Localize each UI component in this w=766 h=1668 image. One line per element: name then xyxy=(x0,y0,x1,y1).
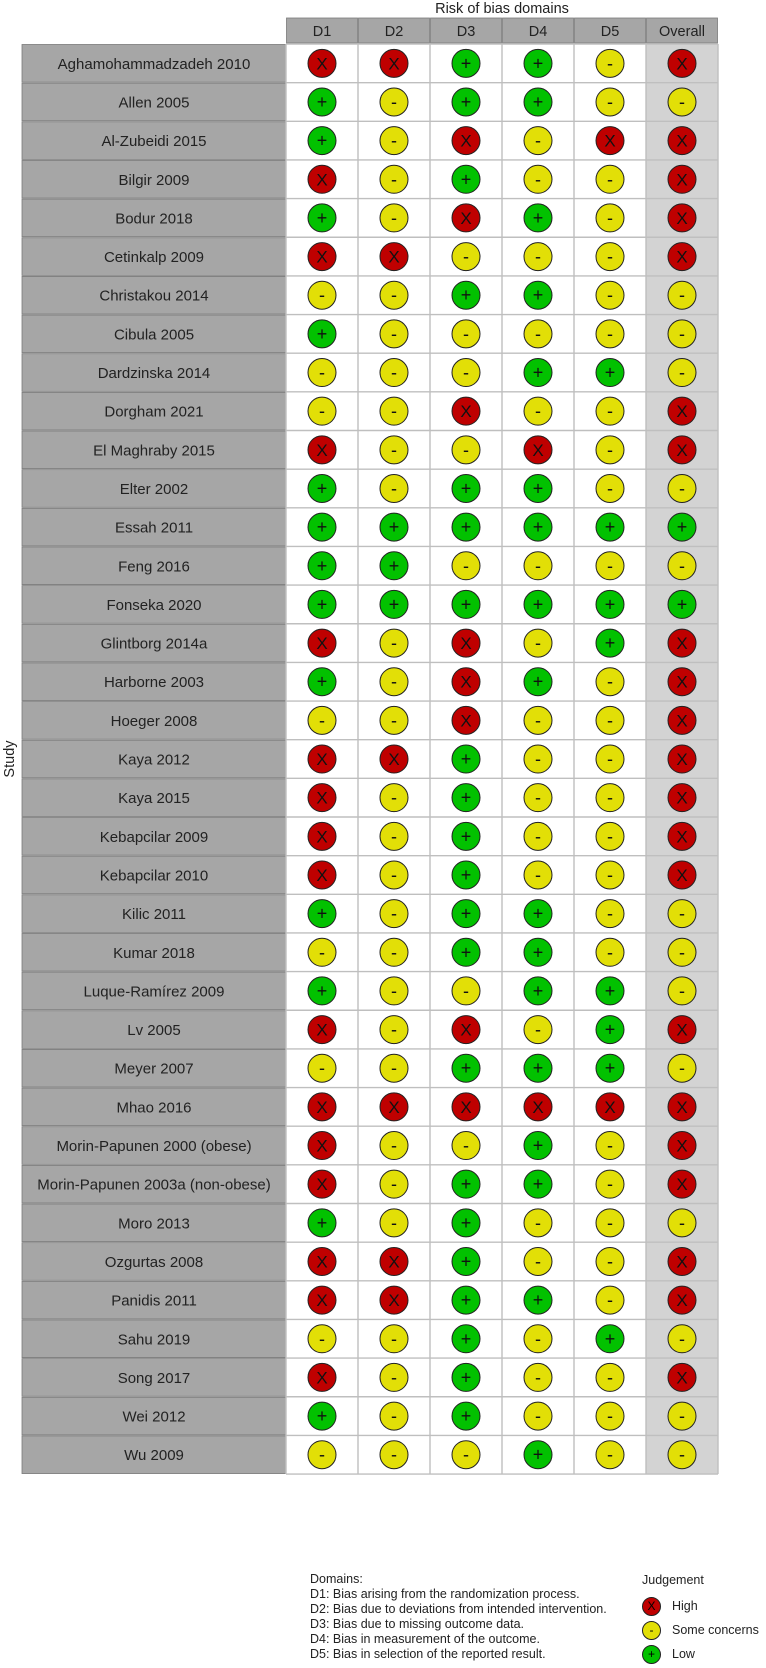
rating-some-symbol: - xyxy=(607,749,613,770)
rating-some-symbol: - xyxy=(535,323,541,344)
rating-high-symbol: X xyxy=(460,672,472,692)
rating-some-symbol: - xyxy=(679,1328,685,1349)
rating-high-symbol: X xyxy=(460,208,472,228)
rating-low-symbol: + xyxy=(604,517,616,538)
rating-some-symbol: - xyxy=(607,91,613,112)
rating-low-symbol: + xyxy=(316,1212,328,1233)
rating-some-symbol: - xyxy=(607,285,613,306)
rating-some-symbol: - xyxy=(391,1135,397,1156)
rating-high-symbol: X xyxy=(604,1097,616,1117)
rating-some-symbol: - xyxy=(607,864,613,885)
rating-high-symbol: X xyxy=(388,247,400,267)
study-label: Kebapcilar 2009 xyxy=(99,828,209,846)
rating-high-symbol: X xyxy=(316,440,328,460)
rating-some-symbol: - xyxy=(535,1328,541,1349)
rating-some-symbol: - xyxy=(391,91,397,112)
rating-high-symbol: X xyxy=(460,711,472,731)
rating-high-symbol: X xyxy=(676,131,688,151)
study-label: Fonseka 2020 xyxy=(106,596,202,614)
rating-low-symbol: + xyxy=(604,633,616,654)
rating-low-symbol: + xyxy=(460,1367,472,1388)
rating-high-symbol: X xyxy=(532,440,544,460)
rating-some-symbol: - xyxy=(607,323,613,344)
rating-low-symbol: + xyxy=(604,594,616,615)
rating-some-symbol: - xyxy=(391,787,397,808)
study-label: Bilgir 2009 xyxy=(118,171,190,189)
rating-high-symbol: X xyxy=(460,1020,472,1040)
rating-high-symbol: X xyxy=(316,1097,328,1117)
rating-high-symbol: X xyxy=(316,170,328,190)
rating-high-symbol: X xyxy=(316,54,328,74)
rating-high-symbol: X xyxy=(676,247,688,267)
rating-low-symbol: + xyxy=(460,1290,472,1311)
rating-some-symbol: - xyxy=(607,710,613,731)
study-label: Dardzinska 2014 xyxy=(97,365,211,383)
study-label: Kebapcilar 2010 xyxy=(99,867,209,885)
rating-some-symbol: - xyxy=(391,942,397,963)
rating-some-symbol: - xyxy=(535,1251,541,1272)
study-label: Mhao 2016 xyxy=(116,1099,192,1117)
study-label: Ozgurtas 2008 xyxy=(104,1253,204,1271)
rating-some-symbol: - xyxy=(463,980,469,1001)
rating-low-symbol: + xyxy=(460,1328,472,1349)
rating-some-symbol: - xyxy=(391,285,397,306)
rating-some-symbol: - xyxy=(391,671,397,692)
rating-high-symbol: X xyxy=(316,788,328,808)
rating-low-symbol: + xyxy=(316,671,328,692)
rating-high-symbol: X xyxy=(676,1368,688,1388)
y-axis-label: Study xyxy=(2,740,18,778)
rating-low-symbol: + xyxy=(460,517,472,538)
rating-low-symbol: + xyxy=(460,826,472,847)
domains-legend-title: Domains: xyxy=(310,1572,363,1586)
rating-some-symbol: - xyxy=(679,478,685,499)
rating-some-symbol: - xyxy=(391,826,397,847)
judgement-label-high: High xyxy=(672,1599,698,1613)
study-label: Aghamohammadzadeh 2010 xyxy=(57,55,251,73)
rating-low-symbol: + xyxy=(604,1058,616,1079)
rating-some-symbol: - xyxy=(391,169,397,190)
column-header-d2: D2 xyxy=(384,24,404,40)
rating-some-symbol: - xyxy=(535,555,541,576)
study-label: Hoeger 2008 xyxy=(110,712,198,730)
rating-high-symbol: X xyxy=(676,711,688,731)
rating-some-symbol: - xyxy=(319,1058,325,1079)
rating-low-symbol: + xyxy=(460,942,472,963)
rating-low-symbol: + xyxy=(604,362,616,383)
rating-high-symbol: X xyxy=(316,634,328,654)
column-header-d1: D1 xyxy=(312,24,332,40)
rating-some-symbol: - xyxy=(391,710,397,731)
rating-some-symbol: - xyxy=(607,1251,613,1272)
rating-some-symbol: - xyxy=(391,1406,397,1427)
rating-some-symbol: - xyxy=(607,942,613,963)
rating-some-symbol: - xyxy=(535,787,541,808)
rating-low-symbol: + xyxy=(532,671,544,692)
rating-some-symbol: - xyxy=(535,864,541,885)
rating-low-symbol: + xyxy=(316,207,328,228)
rating-some-symbol: - xyxy=(679,91,685,112)
study-label: Al-Zubeidi 2015 xyxy=(101,133,207,151)
study-label: Panidis 2011 xyxy=(111,1292,197,1310)
rating-low-symbol: + xyxy=(460,1406,472,1427)
rating-high-symbol: X xyxy=(316,1291,328,1311)
rating-low-symbol: + xyxy=(316,555,328,576)
rating-low-symbol: + xyxy=(460,285,472,306)
rating-high-symbol: X xyxy=(676,1291,688,1311)
rating-some-symbol: - xyxy=(679,1212,685,1233)
rating-low-symbol: + xyxy=(604,1328,616,1349)
rating-some-symbol: - xyxy=(535,633,541,654)
rating-low-symbol: + xyxy=(460,903,472,924)
rating-high-symbol: X xyxy=(316,1252,328,1272)
rating-low-symbol: + xyxy=(532,478,544,499)
rating-low-symbol: + xyxy=(316,130,328,151)
rating-low-symbol: + xyxy=(460,169,472,190)
rating-low-symbol: + xyxy=(388,517,400,538)
rating-some-symbol: - xyxy=(679,285,685,306)
rating-some-symbol: - xyxy=(391,323,397,344)
study-label: Bodur 2018 xyxy=(115,210,193,228)
rating-low-symbol: + xyxy=(316,980,328,1001)
domain-d3-description: D3: Bias due to missing outcome data. xyxy=(310,1617,525,1631)
column-header-d5: D5 xyxy=(600,24,620,40)
rating-some-symbol: - xyxy=(391,1367,397,1388)
rating-high-symbol: X xyxy=(676,1020,688,1040)
rating-high-symbol: X xyxy=(676,634,688,654)
rating-low-symbol: + xyxy=(460,594,472,615)
study-label: Kumar 2018 xyxy=(113,944,195,962)
rating-some-symbol: - xyxy=(607,1174,613,1195)
rating-low-symbol: + xyxy=(460,1174,472,1195)
rating-some-symbol: - xyxy=(607,671,613,692)
rating-low-symbol: + xyxy=(460,91,472,112)
rating-high-symbol: X xyxy=(676,750,688,770)
rating-high-symbol: X xyxy=(388,54,400,74)
rating-high-symbol: X xyxy=(316,1368,328,1388)
rating-high-symbol: X xyxy=(388,1291,400,1311)
rating-high-symbol: X xyxy=(460,1097,472,1117)
rating-some-symbol: - xyxy=(463,323,469,344)
rating-some-symbol: - xyxy=(535,749,541,770)
rating-high-symbol: X xyxy=(316,1020,328,1040)
domain-d4-description: D4: Bias in measurement of the outcome. xyxy=(310,1632,540,1646)
rating-some-symbol: - xyxy=(679,1444,685,1465)
study-label: Sahu 2019 xyxy=(117,1331,191,1349)
rating-some-symbol: - xyxy=(607,787,613,808)
rating-some-symbol: - xyxy=(319,1328,325,1349)
rating-high-symbol: X xyxy=(460,634,472,654)
rating-some-symbol: - xyxy=(607,1367,613,1388)
study-label: Cetinkalp 2009 xyxy=(103,249,205,267)
rating-some-symbol: - xyxy=(535,826,541,847)
rating-some-symbol: - xyxy=(607,1290,613,1311)
chart-title: Risk of bias domains xyxy=(435,1,569,17)
rating-high-symbol: X xyxy=(676,672,688,692)
rating-high-symbol: X xyxy=(676,1175,688,1195)
rating-high-symbol: X xyxy=(676,1252,688,1272)
rating-some-symbol: - xyxy=(607,246,613,267)
rating-some-symbol: - xyxy=(319,401,325,422)
rating-low-symbol: + xyxy=(316,517,328,538)
rating-high-symbol: X xyxy=(676,54,688,74)
study-label: Dorgham 2021 xyxy=(104,403,204,421)
study-label: Luque-Ramírez 2009 xyxy=(83,983,225,1001)
rating-high-symbol: X xyxy=(316,1136,328,1156)
rating-high-symbol: X xyxy=(676,865,688,885)
rating-low-symbol: + xyxy=(532,1058,544,1079)
rating-some-symbol: - xyxy=(535,246,541,267)
rating-some-symbol: - xyxy=(607,903,613,924)
rating-some-symbol: - xyxy=(607,555,613,576)
rating-high-symbol: X xyxy=(388,1252,400,1272)
judgement-legend-title: Judgement xyxy=(642,1573,704,1587)
rating-high-symbol: X xyxy=(316,750,328,770)
rating-high-symbol: X xyxy=(388,750,400,770)
rating-some-symbol: - xyxy=(607,1135,613,1156)
rating-some-symbol: - xyxy=(391,1444,397,1465)
rating-some-symbol: - xyxy=(391,362,397,383)
rating-some-symbol: - xyxy=(535,1406,541,1427)
rating-some-symbol: - xyxy=(679,323,685,344)
rating-some-symbol: - xyxy=(679,362,685,383)
rating-some-symbol: - xyxy=(607,1444,613,1465)
rating-low-symbol: + xyxy=(532,1174,544,1195)
rating-low-symbol: + xyxy=(532,1290,544,1311)
domains-legend xyxy=(310,1572,607,1662)
rating-high-symbol: X xyxy=(460,131,472,151)
rating-low-symbol: + xyxy=(316,1406,328,1427)
rating-low-symbol: + xyxy=(388,555,400,576)
study-label: Allen 2005 xyxy=(118,94,190,112)
study-label: Morin-Papunen 2003a (non-obese) xyxy=(37,1176,271,1194)
rating-some-symbol: - xyxy=(679,903,685,924)
rating-low-symbol: + xyxy=(532,91,544,112)
rating-some-symbol: - xyxy=(679,942,685,963)
domain-d2-description: D2: Bias due to deviations from intended intervention. xyxy=(310,1602,607,1616)
rating-some-symbol: - xyxy=(607,478,613,499)
rating-low-symbol: + xyxy=(532,942,544,963)
rating-some-symbol: - xyxy=(607,439,613,460)
column-header-d3: D3 xyxy=(456,24,476,40)
study-label: Elter 2002 xyxy=(119,480,189,498)
study-label: Moro 2013 xyxy=(118,1215,190,1233)
rating-some-symbol: - xyxy=(535,169,541,190)
judgement-label-some: Some concerns xyxy=(672,1623,759,1637)
rating-some-symbol: - xyxy=(463,439,469,460)
study-label: Essah 2011 xyxy=(114,519,194,537)
rating-high-symbol: X xyxy=(316,865,328,885)
rating-some-symbol: - xyxy=(463,1444,469,1465)
rating-low-symbol: + xyxy=(460,749,472,770)
rating-some-symbol: - xyxy=(391,1212,397,1233)
rating-low-symbol: + xyxy=(604,1019,616,1040)
rating-low-symbol: + xyxy=(532,362,544,383)
rating-high-symbol: X xyxy=(676,440,688,460)
low-risk-icon: + xyxy=(642,1645,661,1664)
rating-some-symbol: - xyxy=(391,478,397,499)
rating-some-symbol: - xyxy=(319,285,325,306)
rating-low-symbol: + xyxy=(460,1212,472,1233)
rating-some-symbol: - xyxy=(535,1019,541,1040)
study-label: Harborne 2003 xyxy=(103,674,205,692)
rating-low-symbol: + xyxy=(676,517,688,538)
study-label: Kaya 2012 xyxy=(118,751,190,769)
rating-low-symbol: + xyxy=(316,903,328,924)
study-label: Feng 2016 xyxy=(118,558,190,576)
rating-some-symbol: - xyxy=(679,1058,685,1079)
rating-low-symbol: + xyxy=(460,478,472,499)
rating-low-symbol: + xyxy=(316,478,328,499)
rating-high-symbol: X xyxy=(532,1097,544,1117)
rating-low-symbol: + xyxy=(460,53,472,74)
high-risk-icon: X xyxy=(642,1597,661,1616)
rating-high-symbol: X xyxy=(676,788,688,808)
rating-low-symbol: + xyxy=(532,980,544,1001)
study-label: Cibula 2005 xyxy=(113,326,195,344)
study-label: Meyer 2007 xyxy=(114,1060,194,1078)
study-label: El Maghraby 2015 xyxy=(93,442,215,460)
rating-low-symbol: + xyxy=(460,1058,472,1079)
rating-some-symbol: - xyxy=(607,826,613,847)
rating-low-symbol: + xyxy=(316,594,328,615)
rating-high-symbol: X xyxy=(676,827,688,847)
rating-high-symbol: X xyxy=(604,131,616,151)
rating-some-symbol: - xyxy=(391,633,397,654)
rating-some-symbol: - xyxy=(319,362,325,383)
rating-some-symbol: - xyxy=(535,1367,541,1388)
some-concerns-icon: - xyxy=(642,1621,661,1640)
rating-some-symbol: - xyxy=(391,1058,397,1079)
rating-some-symbol: - xyxy=(463,1135,469,1156)
rating-low-symbol: + xyxy=(532,285,544,306)
rating-high-symbol: X xyxy=(676,170,688,190)
rating-some-symbol: - xyxy=(607,1212,613,1233)
rating-some-symbol: - xyxy=(607,207,613,228)
rating-some-symbol: - xyxy=(391,401,397,422)
rating-some-symbol: - xyxy=(391,130,397,151)
rating-some-symbol: - xyxy=(679,555,685,576)
rating-some-symbol: - xyxy=(607,401,613,422)
rating-some-symbol: - xyxy=(319,942,325,963)
rating-low-symbol: + xyxy=(532,517,544,538)
rating-high-symbol: X xyxy=(460,402,472,422)
rating-high-symbol: X xyxy=(676,1097,688,1117)
rating-some-symbol: - xyxy=(535,710,541,731)
rating-low-symbol: + xyxy=(532,594,544,615)
study-label: Glintborg 2014a xyxy=(100,635,208,653)
study-label: Wu 2009 xyxy=(124,1447,184,1465)
rating-high-symbol: X xyxy=(316,247,328,267)
rating-some-symbol: - xyxy=(607,53,613,74)
rating-some-symbol: - xyxy=(463,246,469,267)
rating-low-symbol: + xyxy=(460,864,472,885)
rating-high-symbol: X xyxy=(388,1097,400,1117)
study-label: Lv 2005 xyxy=(127,1022,181,1040)
domain-d1-description: D1: Bias arising from the randomization process. xyxy=(310,1587,580,1601)
rating-some-symbol: - xyxy=(391,1019,397,1040)
rating-low-symbol: + xyxy=(604,980,616,1001)
rating-some-symbol: - xyxy=(391,980,397,1001)
rating-low-symbol: + xyxy=(316,323,328,344)
rating-some-symbol: - xyxy=(391,1174,397,1195)
rating-low-symbol: + xyxy=(460,1251,472,1272)
rating-some-symbol: - xyxy=(391,1328,397,1349)
rating-high-symbol: X xyxy=(676,208,688,228)
rating-some-symbol: - xyxy=(463,555,469,576)
judgement-label-low: Low xyxy=(672,1647,695,1661)
rating-high-symbol: X xyxy=(676,1136,688,1156)
rating-high-symbol: X xyxy=(316,827,328,847)
rating-some-symbol: - xyxy=(391,439,397,460)
column-header-overall: Overall xyxy=(659,24,705,40)
rating-low-symbol: + xyxy=(388,594,400,615)
rating-some-symbol: - xyxy=(391,903,397,924)
rating-some-symbol: - xyxy=(607,1406,613,1427)
rating-high-symbol: X xyxy=(316,1175,328,1195)
rating-some-symbol: - xyxy=(463,362,469,383)
rating-low-symbol: + xyxy=(460,787,472,808)
rating-low-symbol: + xyxy=(316,91,328,112)
rating-low-symbol: + xyxy=(532,53,544,74)
rating-some-symbol: - xyxy=(391,207,397,228)
rating-some-symbol: - xyxy=(535,130,541,151)
rating-some-symbol: - xyxy=(679,980,685,1001)
rating-some-symbol: - xyxy=(319,710,325,731)
study-label: Morin-Papunen 2000 (obese) xyxy=(56,1138,252,1156)
rating-some-symbol: - xyxy=(679,1406,685,1427)
rating-low-symbol: + xyxy=(532,1135,544,1156)
study-label: Kilic 2011 xyxy=(122,906,186,924)
rating-some-symbol: - xyxy=(391,864,397,885)
domain-d5-description: D5: Bias in selection of the reported result. xyxy=(310,1647,546,1661)
rating-high-symbol: X xyxy=(676,402,688,422)
rating-low-symbol: + xyxy=(676,594,688,615)
study-label: Song 2017 xyxy=(117,1369,191,1387)
rating-low-symbol: + xyxy=(532,1444,544,1465)
rating-low-symbol: + xyxy=(532,207,544,228)
rating-some-symbol: - xyxy=(607,169,613,190)
study-label: Kaya 2015 xyxy=(118,790,190,808)
rating-some-symbol: - xyxy=(535,1212,541,1233)
study-label: Christakou 2014 xyxy=(99,287,209,305)
study-label: Wei 2012 xyxy=(122,1408,186,1426)
rating-some-symbol: - xyxy=(535,401,541,422)
rating-some-symbol: - xyxy=(319,1444,325,1465)
column-header-d4: D4 xyxy=(528,24,548,40)
rating-low-symbol: + xyxy=(532,903,544,924)
